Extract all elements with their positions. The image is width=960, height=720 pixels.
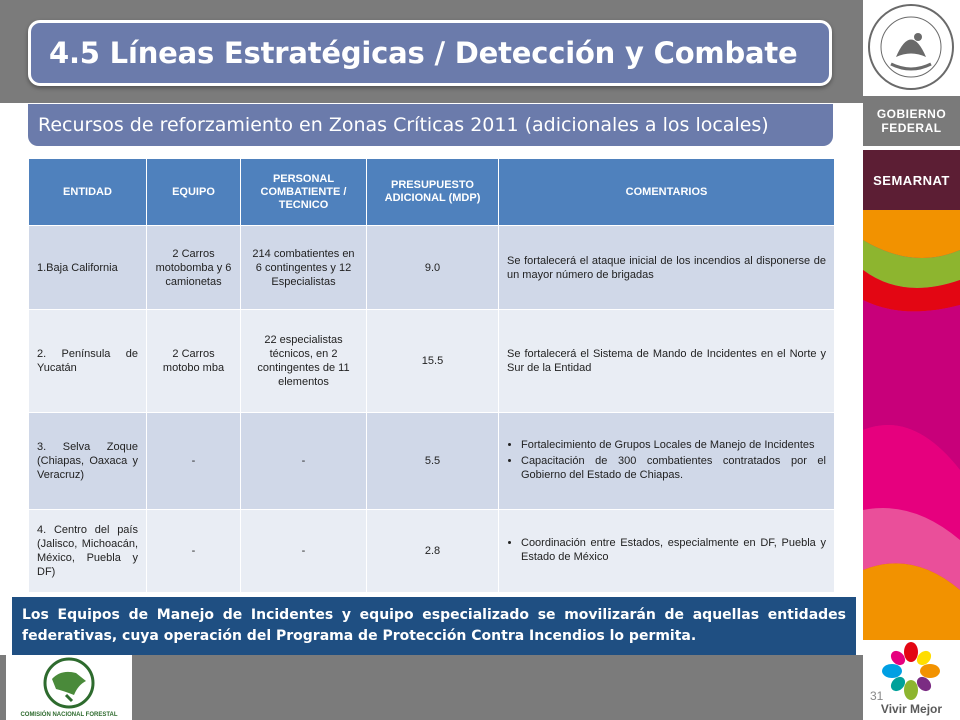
conafor-label: COMISIÓN NACIONAL FORESTAL [20, 712, 118, 718]
subtitle-bar [28, 104, 833, 146]
cell-entidad: 2. Península de Yucatán [29, 310, 147, 413]
col-header-personal: PERSONAL COMBATIENTE / TECNICO [241, 159, 367, 226]
comment-list [507, 438, 826, 482]
col-header-presupuesto: PRESUPUESTO ADICIONAL (MDP) [367, 159, 499, 226]
table-row [29, 226, 835, 310]
cell-comentarios [499, 413, 835, 510]
conafor-emblem-icon [6, 655, 132, 710]
conafor-logo [6, 655, 132, 720]
comment-item: • Coordinación entre Estados, especialmente en DF, Puebla y Estado de México [521, 536, 826, 564]
comment-item: • Capacitación de 300 combatientes contratados por el Gobierno del Estado de Chiapas. [521, 454, 826, 482]
table-row [29, 310, 835, 413]
cell-personal: 214 combatientes en 6 contingentes y 12 Especialistas [241, 226, 367, 310]
federal-label: FEDERAL [881, 121, 942, 135]
title-box [28, 20, 832, 86]
col-header-entidad: ENTIDAD [29, 159, 147, 226]
page-subtitle: Recursos de reforzamiento en Zonas Críticas 2011 (adicionales a los locales) [38, 114, 769, 136]
col-header-comentarios: COMENTARIOS [499, 159, 835, 226]
cell-comentarios: Se fortalecerá el ataque inicial de los incendios al disponerse de un mayor número de brigadas [499, 226, 835, 310]
comment-item: • Fortalecimiento de Grupos Locales de Manejo de Incidentes [521, 438, 826, 452]
cell-entidad: 4. Centro del país (Jalisco, Michoacán, México, Puebla y DF) [29, 510, 147, 593]
cell-equipo: - [147, 510, 241, 593]
mexico-seal-icon [866, 2, 956, 92]
decorative-stripes [863, 210, 960, 640]
cell-personal: - [241, 413, 367, 510]
page-number: 31 [870, 689, 884, 703]
cell-comentarios [499, 510, 835, 593]
vivir-mejor-logo [863, 638, 960, 720]
cell-entidad: 3. Selva Zoque (Chiapas, Oaxaca y Veracruz) [29, 413, 147, 510]
gobierno-federal-logo [863, 96, 960, 146]
cell-personal: 22 especialistas técnicos, en 2 contingentes de 11 elementos [241, 310, 367, 413]
cell-presupuesto: 9.0 [367, 226, 499, 310]
table-row [29, 413, 835, 510]
semarnat-logo [863, 150, 960, 210]
semarnat-label: SEMARNAT [873, 172, 950, 188]
cell-equipo: 2 Carros motobo mba [147, 310, 241, 413]
gobierno-label: GOBIERNO [876, 107, 947, 121]
cell-personal: - [241, 510, 367, 593]
cell-presupuesto: 5.5 [367, 413, 499, 510]
right-logo-column [863, 0, 960, 720]
cell-entidad: 1.Baja California [29, 226, 147, 310]
table-row [29, 510, 835, 593]
table-header-row [29, 159, 835, 226]
resources-table [28, 158, 835, 593]
cell-comentarios: Se fortalecerá el Sistema de Mando de Incidentes en el Norte y Sur de la Entidad [499, 310, 835, 413]
cell-presupuesto: 15.5 [367, 310, 499, 413]
page-title: 4.5 Líneas Estratégicas / Detección y Combate [49, 36, 798, 70]
cell-presupuesto: 2.8 [367, 510, 499, 593]
cell-equipo: - [147, 413, 241, 510]
comment-list [507, 536, 826, 564]
vivir-mejor-label: Vivir Mejor [880, 702, 943, 716]
footer-note: Los Equipos de Manejo de Incidentes y equipo especializado se movilizarán de aquellas entidades federativas, cuya operación del Programa de Protección Contra Incendios lo permita. [12, 597, 856, 655]
cell-equipo: 2 Carros motobomba y 6 camionetas [147, 226, 241, 310]
col-header-equipo: EQUIPO [147, 159, 241, 226]
